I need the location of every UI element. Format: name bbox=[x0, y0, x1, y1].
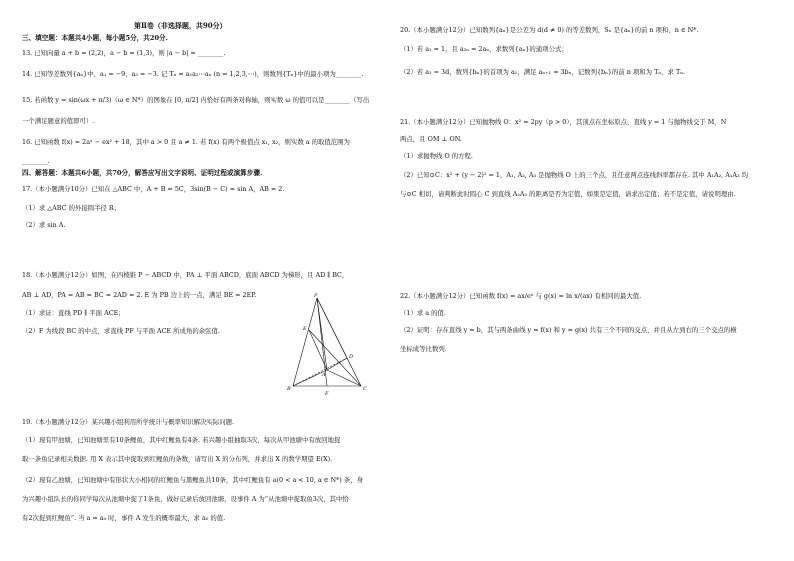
vertex-label-e: E bbox=[303, 326, 307, 332]
question-22-part1: （1）求 a 的值. bbox=[400, 309, 446, 317]
question-18: 18.（本小题满分12分）如图，在四棱锥 P − ABCD 中，PA ⊥ 平面 ABCD，底面 ABCD 为梯形，且 AD ∥ BC， bbox=[22, 271, 349, 279]
question-14: 14. 已知等差数列{aₙ}中，a₁ = −9，a₃ = −3. 记 Tₙ = a₁a₂⋯aₙ (n = 1,2,3,⋯)，则数列{Tₙ}中的最小项为________. bbox=[22, 70, 364, 78]
question-21-cont: 两点，且 OM ⊥ ON. bbox=[400, 135, 462, 143]
section-fill-in: 三、填空题：本题共4小题，每小题5分，共20分. bbox=[22, 34, 168, 42]
section-answer: 四、解答题：本题共6小题，共70分，解答应写出文字说明、证明过程或演算步骤. bbox=[22, 169, 263, 177]
vertex-label-c: C bbox=[363, 386, 367, 392]
question-17-part2: （2）求 sin A. bbox=[22, 221, 66, 229]
question-19-part2-end: 有2次捉到红鲤鱼”. 当 a = a₀ 时，事件 A 发生的概率最大，求 a₀ 的值. bbox=[22, 514, 226, 522]
question-18-part2: （2）F 为线段 BC 的中点，求直线 PF 与平面 ACE 所成角的余弦值. bbox=[22, 327, 220, 335]
question-20: 20.（本小题满分12分）已知数列{aₙ}是公差为 d(d ≠ 0) 的等差数列，Sₙ 是{aₙ}的前 n 项和，n ∈ N*. bbox=[400, 26, 699, 34]
vertex-label-a: A bbox=[322, 372, 326, 378]
vertex-label-b: B bbox=[287, 386, 291, 392]
question-19-part2-cont: 为兴趣小组队长的你同学每次从池塘中捉了1条鱼，做好记录后放回池塘，设事件 A 为“从池塘中捉取鱼3次，其中恰 bbox=[22, 495, 349, 503]
question-19-part2: （2）现有乙池塘，已知池塘中有形状大小相同的红鲤鱼与黑鲤鱼共10条，其中红鲤鱼有 a(0 < a < 10, a ∈ N*) 条，身 bbox=[22, 476, 363, 484]
question-22-part2-cont: 坐标成等比数列. bbox=[400, 345, 447, 353]
pyramid-figure bbox=[287, 292, 377, 398]
question-18-cont: AB ⊥ AD，PA = AB = BC = 2AD = 2. E 为 PB 边上的一点，满足 BE = 2EP. bbox=[22, 291, 257, 299]
question-21-part1: （1）求抛物线 O 的方程. bbox=[400, 152, 473, 160]
question-21-part2: （2）已知⊙C：x² + (y − 2)² = 1，A₁, A₂, A₃ 是抛物线 O 上的三个点，且任意两点连线斜率都存在. 其中 A₁A₂, A₁A₃ 均 bbox=[400, 171, 749, 179]
part-title: 第Ⅱ卷（非选择题，共90分） bbox=[134, 21, 227, 30]
question-15: 15. 若函数 y = sin(ωx + π/3)（ω ∈ N*）的图象在 [0, π/2] 内恰好有两条对称轴，则实数 ω 的值可以是________（写出 bbox=[22, 96, 370, 104]
question-20-part2: （2）若 a₁ = 3d，数列{bₙ}的首项为 a₁，满足 aₙ₊₁ = 3bₙ，记数列{bₙ}的前 n 项和为 Tₙ，求 Tₙ. bbox=[400, 68, 686, 76]
question-22-part2: （2）证明：存在直线 y = b，其与两条曲线 y = f(x) 和 y = g(x) 共有三个不同的交点，并且从左到右的三个交点的横 bbox=[400, 326, 737, 334]
vertex-label-p: P bbox=[314, 293, 318, 299]
question-16: 16. 已知函数 f(x) = 2aˣ − ex² + 18，其中 a > 0 且 a ≠ 1. 若 f(x) 有两个极值点 x₁, x₂，则实数 a 的取值范围为 bbox=[22, 138, 350, 146]
question-15-cont: 一个满足题意的值即可）. bbox=[22, 117, 95, 125]
vertex-label-d: D bbox=[349, 354, 354, 360]
question-21-part2-cont: 与⊙C 相切，请判断此时圆心 C 到直线 A₂A₃ 的距离是否为定值，如果是定值，请求出定值；若不是定值，请说明理由. bbox=[400, 190, 736, 198]
question-16-cont: ________. bbox=[22, 157, 50, 165]
question-22: 22.（本小题满分12分）已知函数 f(x) = ax/eˣ 与 g(x) = ln x/(ax) 有相同的最大值. bbox=[400, 292, 642, 300]
question-20-part1: （1）若 a₁ = 1，且 a₂ₙ = 2aₙ，求数列{aₙ}的通项公式； bbox=[400, 45, 568, 53]
question-18-part1: （1）求证：直线 PD ∥ 平面 ACE； bbox=[22, 309, 125, 317]
question-21: 21.（本小题满分12分）已知抛物线 O：x² = 2py（p > 0），其顶点在坐标原点，直线 y = 1 与抛物线交于 M，N bbox=[400, 118, 727, 126]
question-19-part1-cont: 取一条鱼记录相关数据. 用 X 表示其中捉取到红鲤鱼的条数，请写出 X 的分布列，并求出 X 的数学期望 E(X). bbox=[22, 455, 333, 463]
question-13: 13. 已知向量 a + b = (2,2)，a − b = (1,3)，则 |a − b| = ________. bbox=[22, 49, 226, 57]
vertex-label-f: F bbox=[325, 391, 329, 397]
question-19: 19.（本小题满分12分）某兴趣小组利用所学统计与概率知识解决实际问题. bbox=[22, 418, 235, 426]
question-17-part1: （1）求 △ABC 的外接圆半径 R； bbox=[22, 204, 121, 212]
question-19-part1: （1）现有甲池塘，已知池塘里有10条鲤鱼，其中红鲤鱼有4条. 若兴趣小组抽取3次，每次从甲池塘中有放回地捉 bbox=[22, 436, 341, 444]
question-17: 17.（本小题满分10分）已知在 △ABC 中，A + B = 5C，3sin(B − C) = sin A，AB = 2. bbox=[22, 185, 285, 193]
